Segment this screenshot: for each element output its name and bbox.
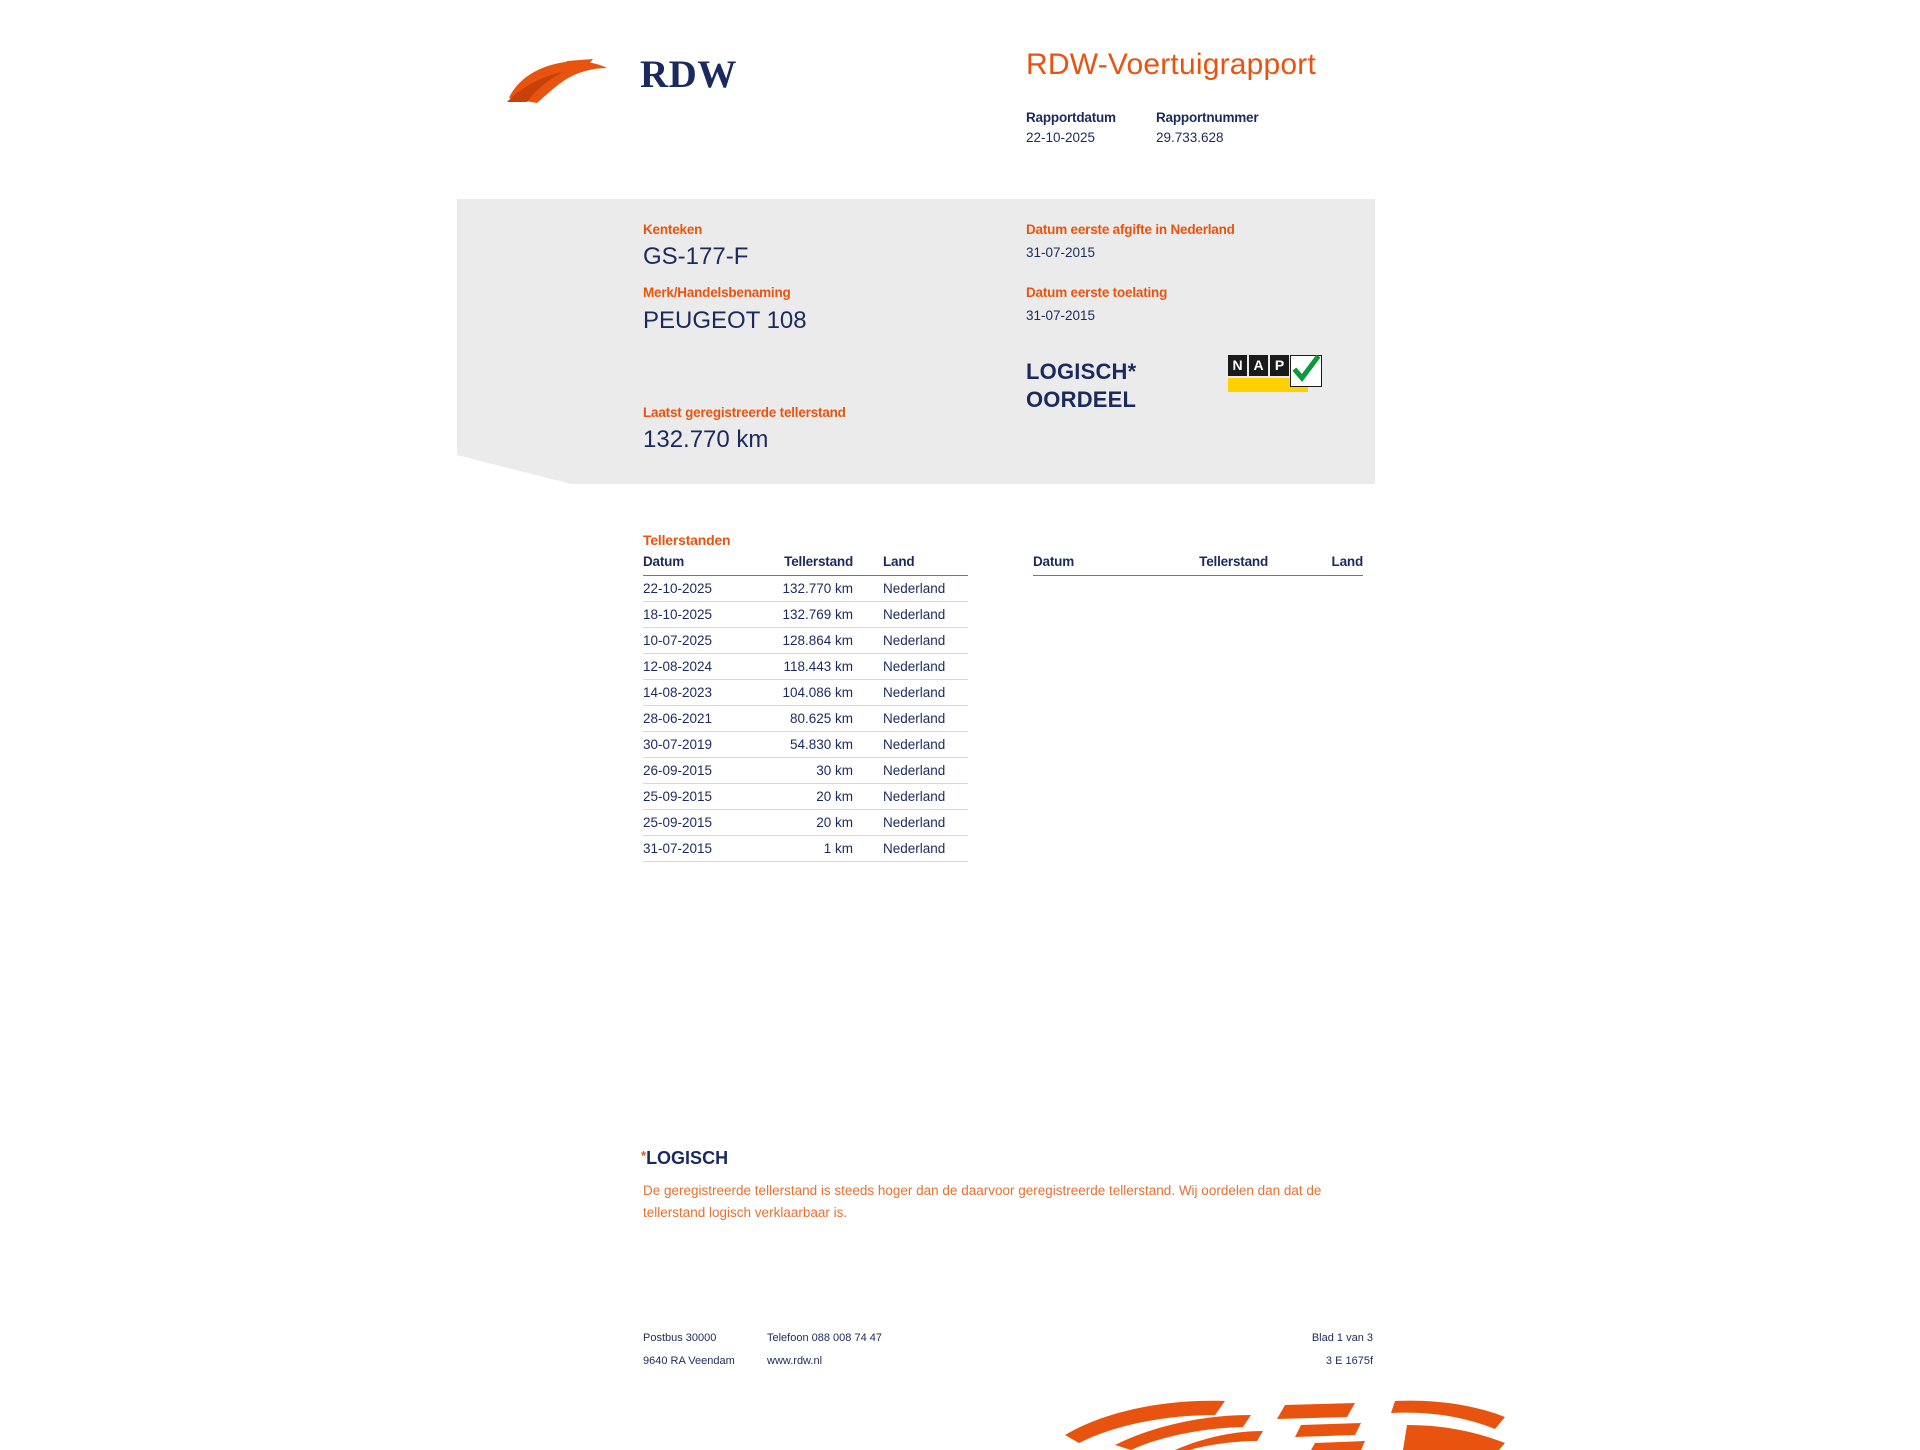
report-number-value: 29.733.628 bbox=[1156, 130, 1224, 145]
rdw-logo-text: RDW bbox=[640, 53, 737, 96]
report-title: RDW-Voertuigrapport bbox=[1026, 48, 1317, 81]
rdw-logo-icon bbox=[507, 58, 612, 104]
table-row bbox=[643, 784, 968, 810]
cell-land: Nederland bbox=[853, 628, 968, 654]
footer-page-number: Blad 1 van 3 bbox=[1311, 1332, 1373, 1344]
cell-tellerstand: 54.830 km bbox=[768, 732, 853, 758]
table-row bbox=[643, 654, 968, 680]
first-issue-date-label: Datum eerste afgifte in Nederland bbox=[1026, 222, 1235, 237]
table-row bbox=[643, 706, 968, 732]
col-header-datum: Datum bbox=[643, 554, 768, 576]
col-header-land: Land bbox=[853, 554, 968, 576]
cell-land: Nederland bbox=[853, 810, 968, 836]
cell-tellerstand: 20 km bbox=[768, 810, 853, 836]
cell-land: Nederland bbox=[853, 654, 968, 680]
odometer-table-secondary bbox=[1033, 554, 1363, 576]
report-number-label: Rapportnummer bbox=[1156, 110, 1259, 125]
cell-datum: 26-09-2015 bbox=[643, 758, 768, 784]
page-footer bbox=[643, 1332, 1373, 1378]
footer-form-code: 3 E 1675f bbox=[1325, 1355, 1373, 1367]
cell-datum: 10-07-2025 bbox=[643, 628, 768, 654]
cell-tellerstand: 20 km bbox=[768, 784, 853, 810]
table-row bbox=[643, 732, 968, 758]
table-row bbox=[643, 602, 968, 628]
cell-tellerstand: 1 km bbox=[768, 836, 853, 862]
nap-letter-a: A bbox=[1249, 355, 1268, 376]
report-meta bbox=[1026, 110, 1258, 145]
odometer-table bbox=[643, 554, 968, 862]
vehicle-summary-panel bbox=[457, 199, 1375, 484]
footer-decoration bbox=[1055, 1395, 1515, 1450]
footer-plaats: 9640 RA Veendam bbox=[643, 1355, 735, 1367]
cell-land: Nederland bbox=[853, 836, 968, 862]
footnote-star: * bbox=[641, 1148, 647, 1163]
table-row bbox=[643, 836, 968, 862]
table-row bbox=[643, 758, 968, 784]
table-row bbox=[643, 810, 968, 836]
col-header-tellerstand: Tellerstand bbox=[768, 554, 853, 576]
col2-header-land: Land bbox=[1268, 554, 1363, 576]
first-admission-date-label: Datum eerste toelating bbox=[1026, 285, 1168, 300]
report-date-label: Rapportdatum bbox=[1026, 110, 1116, 125]
verdict-line-2: OORDEEL bbox=[1026, 387, 1137, 412]
footnote-title-text: LOGISCH bbox=[646, 1148, 729, 1168]
cell-land: Nederland bbox=[853, 706, 968, 732]
last-odometer-label: Laatst geregistreerde tellerstand bbox=[643, 405, 846, 420]
footnote-body: De geregistreerde tellerstand is steeds hoger dan de daarvoor geregistreerde tellerstand. Wij oordelen dan dat de tellerstand logisch verklaarbaar is. bbox=[643, 1183, 1322, 1220]
nap-badge-icon bbox=[1228, 355, 1323, 392]
odometer-table-title: Tellerstanden bbox=[643, 532, 731, 548]
table-row bbox=[643, 628, 968, 654]
merk-value: PEUGEOT 108 bbox=[643, 307, 807, 334]
rdw-logo bbox=[507, 40, 767, 110]
verdict-line-1: LOGISCH* bbox=[1026, 359, 1137, 384]
cell-tellerstand: 104.086 km bbox=[768, 680, 853, 706]
verdict-block bbox=[1026, 358, 1136, 414]
cell-land: Nederland bbox=[853, 758, 968, 784]
kenteken-label: Kenteken bbox=[643, 222, 703, 237]
footer-stripes-icon bbox=[1055, 1395, 1515, 1450]
col2-header-tellerstand: Tellerstand bbox=[1158, 554, 1268, 576]
kenteken-value: GS-177-F bbox=[643, 243, 749, 270]
cell-datum: 30-07-2019 bbox=[643, 732, 768, 758]
cell-land: Nederland bbox=[853, 680, 968, 706]
merk-label: Merk/Handelsbenaming bbox=[643, 285, 791, 300]
footer-postbus: Postbus 30000 bbox=[643, 1332, 717, 1344]
cell-land: Nederland bbox=[853, 784, 968, 810]
cell-tellerstand: 128.864 km bbox=[768, 628, 853, 654]
cell-datum: 28-06-2021 bbox=[643, 706, 768, 732]
cell-datum: 25-09-2015 bbox=[643, 784, 768, 810]
cell-datum: 31-07-2015 bbox=[643, 836, 768, 862]
cell-tellerstand: 132.769 km bbox=[768, 602, 853, 628]
nap-letter-n: N bbox=[1228, 355, 1247, 376]
cell-datum: 12-08-2024 bbox=[643, 654, 768, 680]
cell-datum: 25-09-2015 bbox=[643, 810, 768, 836]
cell-tellerstand: 30 km bbox=[768, 758, 853, 784]
checkmark-icon bbox=[1292, 355, 1320, 385]
cell-datum: 18-10-2025 bbox=[643, 602, 768, 628]
last-odometer-value: 132.770 km bbox=[643, 426, 769, 453]
cell-datum: 14-08-2023 bbox=[643, 680, 768, 706]
cell-land: Nederland bbox=[853, 602, 968, 628]
cell-tellerstand: 132.770 km bbox=[768, 576, 853, 602]
cell-land: Nederland bbox=[853, 732, 968, 758]
nap-letter-p: P bbox=[1270, 355, 1289, 376]
footer-website: www.rdw.nl bbox=[767, 1355, 823, 1367]
first-admission-date-value: 31-07-2015 bbox=[1026, 308, 1096, 323]
cell-tellerstand: 118.443 km bbox=[768, 654, 853, 680]
col2-header-datum: Datum bbox=[1033, 554, 1158, 576]
footnote-title bbox=[641, 1148, 728, 1169]
table-row bbox=[643, 576, 968, 602]
cell-datum: 22-10-2025 bbox=[643, 576, 768, 602]
footer-telefoon: Telefoon 088 008 74 47 bbox=[767, 1332, 882, 1344]
report-date-value: 22-10-2025 bbox=[1026, 130, 1096, 145]
odometer-table-secondary-header-row bbox=[1033, 554, 1363, 576]
cell-land: Nederland bbox=[853, 576, 968, 602]
odometer-table-header-row bbox=[643, 554, 968, 576]
table-row bbox=[643, 680, 968, 706]
cell-tellerstand: 80.625 km bbox=[768, 706, 853, 732]
first-issue-date-value: 31-07-2015 bbox=[1026, 245, 1096, 260]
